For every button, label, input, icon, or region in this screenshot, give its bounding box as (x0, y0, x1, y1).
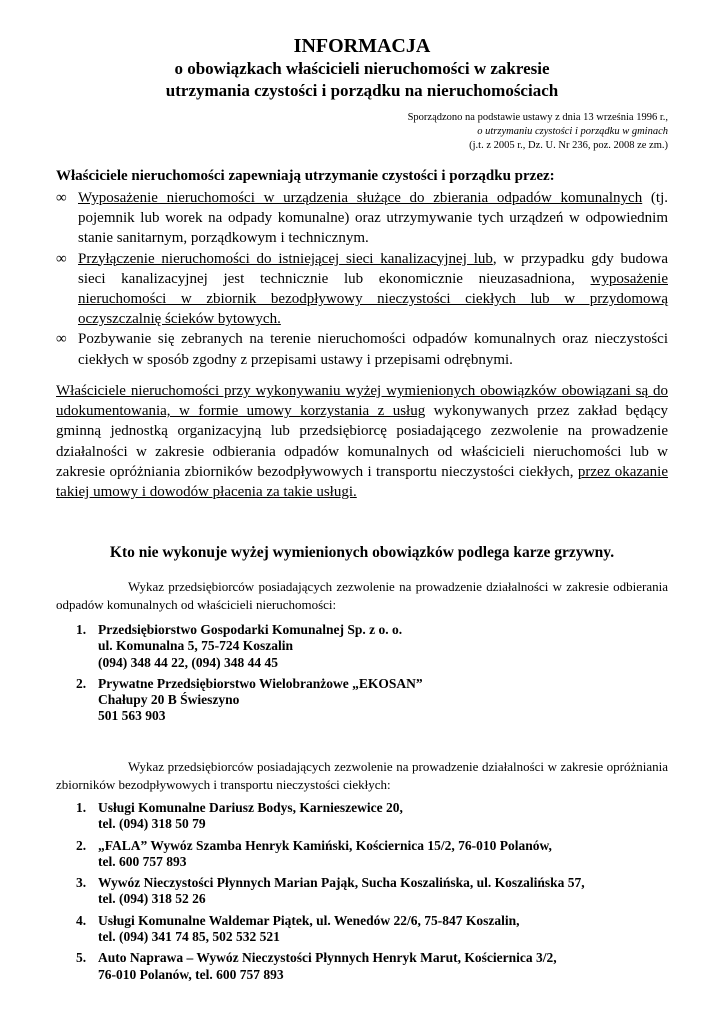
documentation-underlined: Właściciele nieruchomości przy wykonywaniu wyżej wymienionych obowiązków obowiązani są do udokumentowania, w formie umowy korzystania z usług (56, 383, 668, 420)
infinity-bullet-icon: ∞ (56, 250, 67, 267)
duties-heading: Właściciele nieruchomości zapewniają utrzymanie czystości i porządku przez: (56, 168, 555, 184)
infinity-bullet-icon: ∞ (56, 331, 67, 348)
company-contact: 76-010 Polanów, tel. 600 757 893 (98, 966, 284, 982)
company-contact: tel. (094) 318 50 79 (98, 816, 206, 832)
company-phone: (094) 348 44 22, (094) 348 44 45 (98, 654, 278, 670)
company-contact: tel. (094) 318 52 26 (98, 891, 206, 907)
duty-1-underlined: Wyposażenie nieruchomości w urządzenia służące do zbierania odpadów komunalnych (78, 190, 643, 206)
list-item-number: 2. (76, 675, 87, 691)
company-name-address: „FALA” Wywóz Szamba Henryk Kamiński, Kościernica 15/2, 76-010 Polanów, (98, 837, 552, 853)
source-line-1: Sporządzono na podstawie ustawy z dnia 13 września 1996 r., (407, 112, 668, 123)
company-name-address: Usługi Komunalne Waldemar Piątek, ul. Wenedów 22/6, 75-847 Koszalin, (98, 912, 520, 928)
duty-item-sewage (56, 249, 668, 330)
company-name-address: Auto Naprawa – Wywóz Nieczystości Płynnych Henryk Marut, Kościernica 3/2, (98, 950, 557, 966)
waste-collectors-list (76, 622, 666, 730)
company-name-address: Usługi Komunalne Dariusz Bodys, Karnieszewice 20, (98, 800, 403, 815)
duty-item-equipment (56, 188, 668, 249)
duty-2-underlined: Przyłączenie nieruchomości do istniejącej sieci kanalizacyjnej lub (78, 250, 493, 267)
list-item (76, 875, 666, 908)
company-name: Przedsiębiorstwo Gospodarki Komunalnej Sp. z o. o. (98, 622, 403, 637)
duty-3-text: Pozbywanie się zebranych na terenie nieruchomości odpadów komunalnych oraz nieczystości ciekłych w sposób zgodny z przepisami ustawy i przepisami odrębnymi. (78, 331, 668, 368)
document-subtitle (0, 58, 724, 102)
legal-source-note (308, 111, 668, 153)
list-item (76, 622, 666, 671)
company-contact: tel. 600 757 893 (98, 853, 187, 869)
list-item-number: 4. (76, 912, 87, 928)
documentation-underlined-2: przez okazanie takiej umowy i dowodów płacenia za takie usługi. (56, 463, 668, 501)
subtitle-line-2: utrzymania czystości i porządku na nieruchomościach (165, 81, 559, 100)
duty-1-text: (tj. pojemnik lub worek na odpady komunalne) oraz utrzymywanie tych urządzeń w odpowiednim stanie sanitarnym, porządkowym i technicznym. (78, 190, 668, 247)
company-name-address: Wywóz Nieczystości Płynnych Marian Pająk, Sucha Koszalińska, ul. Koszalińska 57, (98, 875, 585, 891)
list-item (76, 800, 666, 833)
documentation-paragraph (56, 381, 668, 502)
company-address: ul. Komunalna 5, 75-724 Koszalin (98, 638, 294, 654)
list-item (76, 950, 666, 983)
list-item-number: 3. (76, 875, 87, 891)
infinity-bullet-icon: ∞ (56, 190, 67, 206)
source-line-3: (j.t. z 2005 r., Dz. U. Nr 236, poz. 2008 ze zm.) (469, 140, 668, 151)
document-title: INFORMACJA (293, 35, 431, 57)
liquid-waste-intro: Wykaz przedsiębiorców posiadających zezwolenie na prowadzenie działalności w zakresie opróżniania zbiorników bezodpływowych i transportu nieczystości ciekłych: (56, 759, 668, 792)
list-item (76, 913, 666, 946)
subtitle-line-1: o obowiązkach właścicieli nieruchomości w zakresie (174, 59, 550, 78)
duty-2-underlined-2: wyposażenie nieruchomości w zbiornik bezodpływowy nieczystości ciekłych lub w przydomową oczyszczalnię ścieków bytowych. (78, 270, 668, 328)
waste-collectors-intro: Wykaz przedsiębiorców posiadających zezwolenie na prowadzenie działalności w zakresie odbierania odpadów komunalnych od właścicieli nieruchomości: (56, 579, 668, 612)
list-item-number: 5. (76, 950, 87, 966)
company-contact: tel. (094) 341 74 85, 502 532 521 (98, 929, 280, 945)
duty-2-text: , w przypadku gdy budowa sieci kanalizacyjnej jest technicznie lub ekonomicznie nieuzasadniona, (78, 250, 668, 287)
liquid-waste-list (76, 800, 666, 988)
penalty-notice: Kto nie wykonuje wyżej wymienionych obowiązków podlega karze grzywny. (109, 544, 615, 561)
duties-list (56, 188, 668, 370)
list-item-number: 2. (76, 837, 87, 853)
source-line-2: o utrzymaniu czystości i porządku w gminach (477, 126, 668, 137)
list-item-number: 1. (76, 622, 87, 637)
company-phone: 501 563 903 (98, 708, 166, 724)
list-item-number: 1. (76, 800, 87, 815)
duty-item-disposal (56, 329, 668, 369)
documentation-text: wykonywanych przez zakład będący gminną jednostką organizacyjną lub przedsiębiorcę posiadającego zezwolenie na prowadzenie działalności w zakresie odbierania odpadów komunalnych od właścicieli nieruchomości lub w zakresie opróżniania zbiorników bezodpływowych i transportu nieczystości ciekłych, (56, 403, 668, 480)
company-address: Chałupy 20 B Świeszyno (98, 692, 240, 708)
list-item (76, 838, 666, 871)
list-item (76, 676, 666, 725)
company-name: Prywatne Przedsiębiorstwo Wielobranżowe „EKOSAN” (98, 675, 423, 691)
